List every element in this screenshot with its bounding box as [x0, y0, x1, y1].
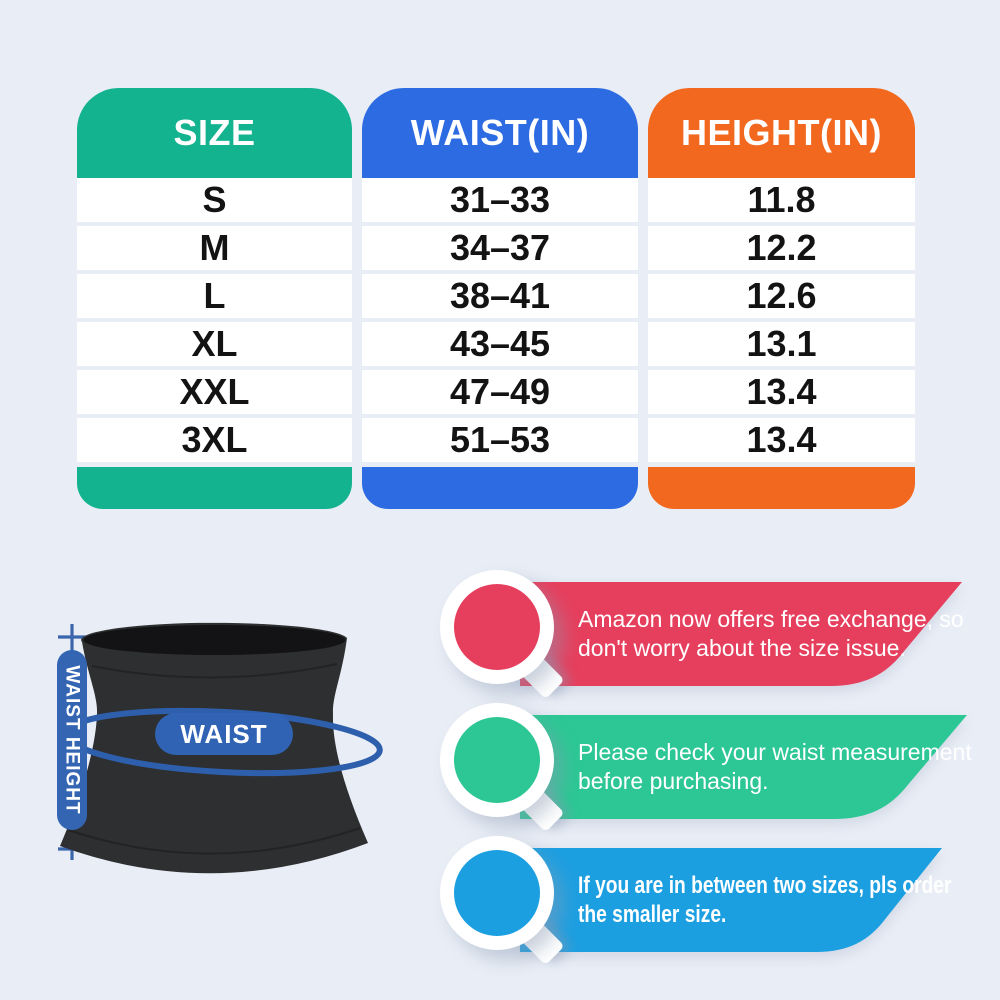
- table-cell-height-L: 12.6: [648, 274, 915, 318]
- table-cell-waist-L: 38–41: [362, 274, 638, 318]
- waist-trainer-graphic: [15, 588, 455, 918]
- waist-height-pill-label: WAIST HEIGHT: [61, 665, 83, 815]
- callout-text-line: don't worry about the size issue.: [578, 635, 906, 661]
- table-cell-waist-XL: 43–45: [362, 322, 638, 366]
- table-cell-waist-S: 31–33: [362, 178, 638, 222]
- callout-lightbulb-check: [440, 570, 995, 702]
- column-header-size: SIZE: [77, 88, 352, 178]
- callout-text: [578, 848, 951, 952]
- callout-icon-circle: [454, 584, 540, 670]
- trainer-top-opening: [84, 625, 346, 655]
- callout-text-line: Amazon now offers free exchange, so: [578, 606, 964, 632]
- table-column-height: [648, 88, 915, 509]
- callout-icon-badge: [440, 703, 554, 817]
- callout-icon-circle: [454, 717, 540, 803]
- table-cell-waist-XXL: 47–49: [362, 370, 638, 414]
- table-cell-waist-3XL: 51–53: [362, 418, 638, 462]
- table-cell-size-XXL: XXL: [77, 370, 352, 414]
- table-cell-size-S: S: [77, 178, 352, 222]
- callout-icon-circle: [454, 850, 540, 936]
- table-cell-height-3XL: 13.4: [648, 418, 915, 462]
- waist-pill: [155, 713, 293, 755]
- table-cell-size-M: M: [77, 226, 352, 270]
- table-cell-height-S: 11.8: [648, 178, 915, 222]
- callout-text-line: If you are in between two sizes, pls order: [578, 872, 952, 899]
- callout-text: [578, 715, 972, 819]
- table-cell-size-L: L: [77, 274, 352, 318]
- column-footer-height: [648, 467, 915, 509]
- callout-text-line: Please check your waist measurement: [578, 739, 972, 765]
- table-cell-size-3XL: 3XL: [77, 418, 352, 462]
- column-header-waist: WAIST(IN): [362, 88, 638, 178]
- table-cell-height-M: 12.2: [648, 226, 915, 270]
- table-column-size: [77, 88, 352, 509]
- waist-height-pill: [57, 650, 87, 830]
- callout-clock: [440, 703, 995, 835]
- waist-pill-label: WAIST: [180, 719, 268, 749]
- table-cell-height-XL: 13.1: [648, 322, 915, 366]
- callout-text: [578, 582, 964, 686]
- callout-icon-badge: [440, 570, 554, 684]
- column-header-height: HEIGHT(IN): [648, 88, 915, 178]
- table-cell-size-XL: XL: [77, 322, 352, 366]
- table-cell-height-XXL: 13.4: [648, 370, 915, 414]
- size-chart-table: [77, 88, 915, 509]
- table-column-waist: [362, 88, 638, 509]
- table-cell-waist-M: 34–37: [362, 226, 638, 270]
- callout-text-line: the smaller size.: [578, 901, 727, 928]
- callout-chat-dots: [440, 836, 995, 968]
- callout-icon-badge: [440, 836, 554, 950]
- column-footer-waist: [362, 467, 638, 509]
- callout-text-line: before purchasing.: [578, 768, 769, 794]
- column-footer-size: [77, 467, 352, 509]
